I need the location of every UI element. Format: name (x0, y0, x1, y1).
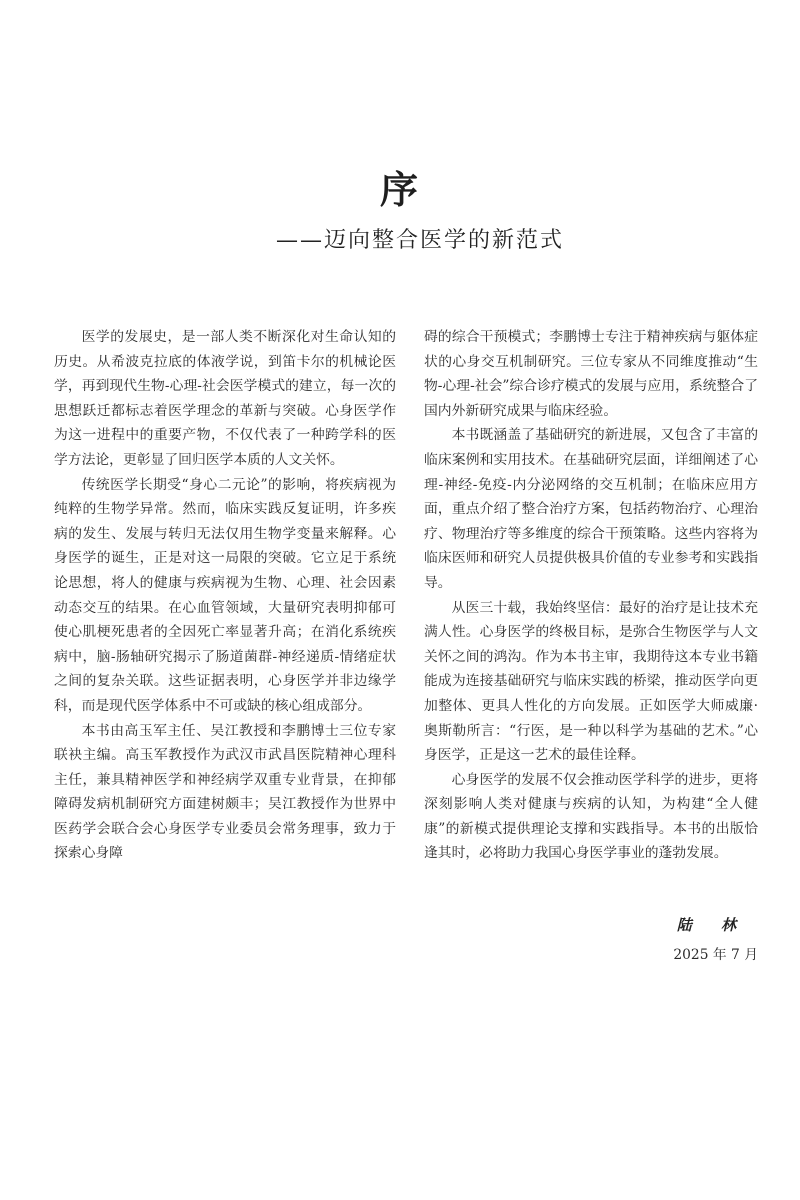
paragraph-continuation: 碍的综合干预模式；李鹏博士专注于精神疾病与躯体症状的心身交互机制研究。三位专家从不同维度推动“生物-心理-社会”综合诊疗模式的发展与应用，系统整合了国内外新研究成果与临床经验。 (424, 329, 758, 419)
signature-date: 2025 年 7 月 (673, 947, 758, 963)
paragraph: 传统医学长期受“身心二元论”的影响，将疾病视为纯粹的生物学异常。然而，临床实践反复证明，许多疾病的发生、发展与转归无法仅用生物学变量来解释。心身医学的诞生，正是对这一局限的突破。它立足于系统论思想，将人的健康与疾病视为生物、心理、社会因素动态交互的结果。在心血管领域，大量研究表明抑郁可使心肌梗死患者的全因死亡率显著升高；在消化系统疾病中，脑-肠轴研究揭示了肠道菌群-神经递质-情绪症状之间的复杂关联。这些证据表明，心身医学并非边缘学科，而是现代医学体系中不可或缺的核心组成部分。 (54, 476, 396, 714)
paragraph: 心身医学的发展不仅会推动医学科学的进步，更将深刻影响人类对健康与疾病的认知，为构建“全人健康”的新模式提供理论支撑和实践指导。本书的出版恰逢其时，必将助力我国心身医学事业的蓬勃发展。 (424, 771, 758, 862)
paragraph: 本书既涵盖了基础研究的新进展，又包含了丰富的临床案例和实用技术。在基础研究层面，详细阐述了心理-神经-免疫-内分泌网络的交互机制；在临床应用方面，重点介绍了整合治疗方案，包括药物治疗、心理治疗、物理治疗等多维度的综合干预策略。这些内容将为临床医师和研究人员提供极具价值的专业参考和实践指导。 (424, 427, 758, 591)
right-column (424, 325, 758, 866)
paragraph: 医学的发展史，是一部人类不断深化对生命认知的历史。从希波克拉底的体液学说，到笛卡尔的机械论医学，再到现代生物-心理-社会医学模式的建立，每一次的思想跃迁都标志着医学理念的革新与突破。心身医学作为这一进程中的重要产物，不仅代表了一种跨学科的医学方法论，更彰显了回归医学本质的人文关怀。 (54, 329, 396, 468)
paragraph: 本书由高玉军主任、吴江教授和李鹏博士三位专家联袂主编。高玉军教授作为武汉市武昌医院精神心理科主任，兼具精神医学和神经病学双重专业背景，在抑郁障碍发病机制研究方面建树颇丰；吴江教授作为世界中医药学会联合会心身医学专业委员会常务理事，致力于探索心身障 (54, 722, 396, 862)
paragraph: 从医三十载，我始终坚信：最好的治疗是让技术充满人性。心身医学的终极目标，是弥合生物医学与人文关怀之间的鸿沟。作为本书主审，我期待这本专业书籍能成为连接基础研究与临床实践的桥梁，推动医学向更加整体、更具人性化的方向发展。正如医学大师威廉·奥斯勒所言：“行医，是一种以科学为基础的艺术。”心身医学，正是这一艺术的最佳诠释。 (424, 599, 758, 764)
page-subtitle: ——迈向整合医学的新范式 (275, 228, 564, 253)
author-signature: 陆 林 (676, 916, 748, 934)
page-title: 序 (379, 167, 420, 212)
left-column (54, 325, 396, 866)
